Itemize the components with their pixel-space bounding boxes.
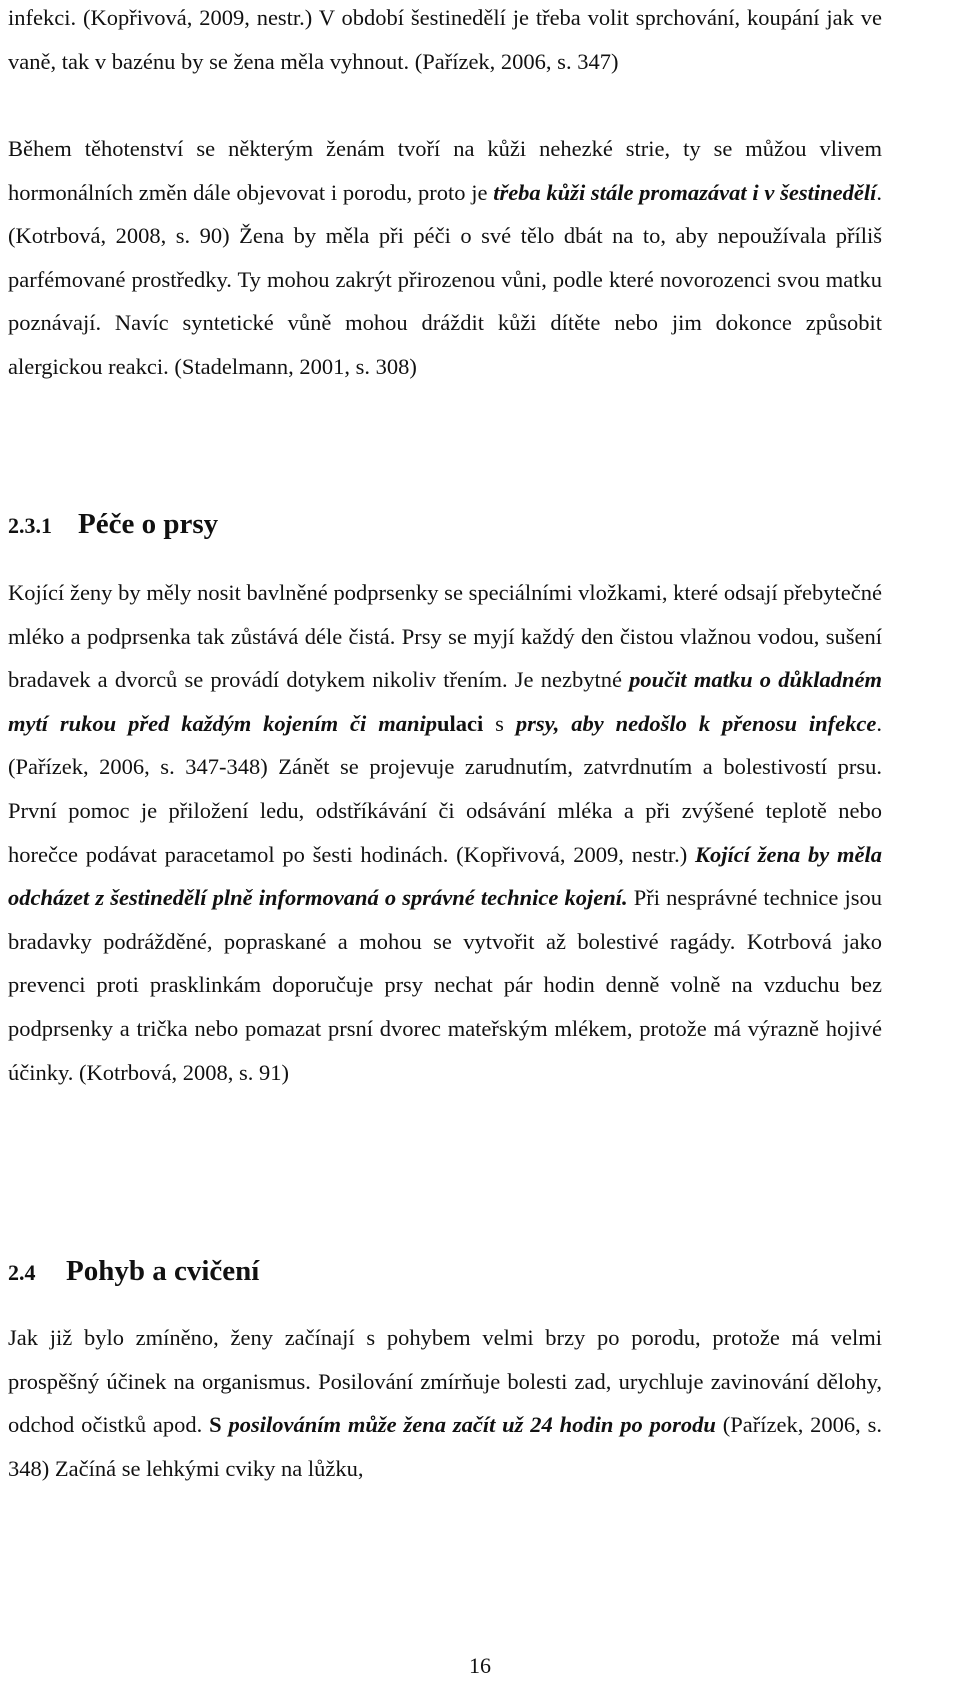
- section-number: 2.3.1: [8, 513, 52, 538]
- body-text: (Pařízek, 2006, s. 348) Začíná se lehkými cviky na lůžku,: [8, 1412, 883, 1481]
- section-heading-breast-care: [8, 508, 218, 541]
- body-text: . (Kotrbová, 2008, s. 90) Žena by měla při péči o své tělo dbát na to, aby nepoužívala příliš parfémované prostředky. Ty mohou zakrýt přirozenou vůni, podle které novorozenci svou matku poznávají. Navíc syntetické vůně mohou dráždit kůži dítěte nebo jim dokonce způsobit alergickou reakci. (Stadelmann, 2001, s. 308): [8, 179, 882, 379]
- section-number: 2.4: [8, 1260, 36, 1285]
- bold-text: S: [209, 1412, 229, 1438]
- emphasis-text: poučit matku o důkladném mytí rukou před každým kojením či manip: [8, 667, 882, 736]
- section-heading-exercise: [8, 1255, 259, 1288]
- section-title: Péče o prsy: [78, 508, 219, 540]
- paragraph-breast-care: [8, 571, 882, 1094]
- body-text: Kojící ženy by měly nosit bavlněné podprsenky se speciálními vložkami, které odsají přebytečné mléko a podprsenka tak zůstává déle čistá. Prsy se myjí každý den čistou vlažnou vodou, sušení bradavek a dvorců se provádí dotykem nikoliv třením. Je nezbytné: [8, 580, 882, 693]
- emphasis-text: Kojící žena by měla odcházet z šestinedělí plně informovaná o správné technice kojení.: [8, 841, 883, 911]
- body-text: Při nesprávné technice jsou bradavky podrážděné, popraskané a mohou se vytvořit až bolestivé ragády. Kotrbová jako prevenci proti prasklinkám doporučuje prsy nechat pár hodin denně volně na vzduchu bez podprsenky a trička nebo pomazat prsní dvorec mateřským mlékem, protože má výrazně hojivé účinky. (Kotrbová, 2008, s. 91): [8, 885, 883, 1085]
- emphasis-text: posilováním může žena začít už 24 hodin po porodu: [228, 1412, 716, 1438]
- bold-text: ulaci: [436, 710, 484, 736]
- paragraph-skin-care: [8, 127, 882, 389]
- paragraph-hygiene-continuation: [8, 0, 882, 83]
- body-text: Během těhotenství se některým ženám tvoří na kůži nehezké strie, ty se můžou vlivem hormonálních změn dále objevovat i porodu, proto je: [8, 136, 882, 205]
- emphasis-text: třeba kůži stále promazávat i v šestinedělí: [493, 179, 877, 205]
- paragraph-exercise: [8, 1316, 882, 1490]
- body-text: Jak již bylo zmíněno, ženy začínají s pohybem velmi brzy po porodu, protože má velmi prospěšný účinek na organismus. Posilování zmírňuje bolesti zad, urychluje zavinování dělohy, odchod očistků apod.: [8, 1325, 882, 1438]
- body-text: infekci. (Kopřivová, 2009, nestr.) V období šestinedělí je třeba volit sprchování, koupání jak ve vaně, tak v bazénu by se žena měla vyhnout. (Pařízek, 2006, s. 347): [8, 5, 882, 74]
- page-number: 16: [469, 1653, 491, 1678]
- body-text: . (Pařízek, 2006, s. 347-348) Zánět se projevuje zarudnutím, zatvrdnutím a bolestivostí prsu. První pomoc je přiložení ledu, odstříkávání či odsávání mléka a při zvýšené teplotě nebo horečce podávat paracetamol po šesti hodinách. (Kopřivová, 2009, nestr.): [8, 710, 882, 867]
- body-text: s: [483, 710, 516, 736]
- emphasis-text: prsy, aby nedošlo k přenosu infekce: [515, 710, 877, 736]
- section-title: Pohyb a cvičení: [66, 1255, 260, 1287]
